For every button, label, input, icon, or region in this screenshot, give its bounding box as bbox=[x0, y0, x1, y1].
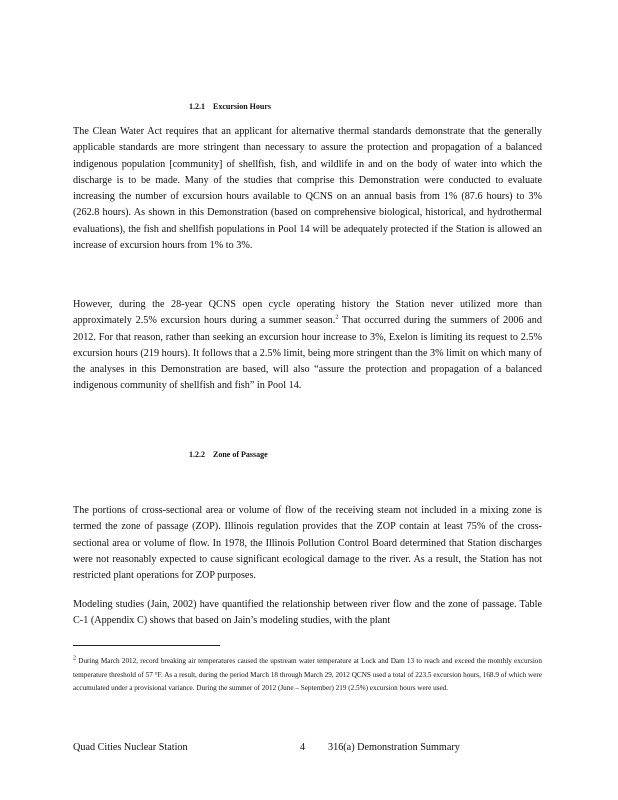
footer-left: Quad Cities Nuclear Station bbox=[73, 742, 188, 753]
section-heading-zone-of-passage bbox=[181, 441, 268, 468]
footnote-reference: 2 bbox=[335, 314, 339, 321]
section-heading-excursion-hours bbox=[181, 93, 271, 120]
body-paragraph: Modeling studies (Jain, 2002) have quantified the relationship between river flow and the zone of passage. Table C-1 (Appendix C) shows that based on Jain’s modeling studies, with the plant bbox=[73, 599, 542, 627]
footer-page-number: 4 bbox=[300, 742, 306, 753]
section-number: 1.2.1 bbox=[189, 102, 205, 111]
footnote bbox=[73, 655, 542, 696]
section-number: 1.2.2 bbox=[189, 450, 205, 459]
footnote-mark: 2 bbox=[73, 655, 76, 662]
body-paragraph: However, during the 28-year QCNS open cycle operating history the Station never utilized more than approximately 2.5% excursion hours during a summer season.$^2$ That occurred during the summers of 2006 and 2012. For that reason, rather than seeking an excursion hour increase to 3%, Exelon is limiting its request to 2.5% excursion hours (219 hours). It follows that a 2.5% limit, being more stringent than the 3% limit on which many of the analyses in this Demonstration are based, will also “assure the protection and propagation of a balanced indigenous community of shellfish and fish” in Pool 14. bbox=[73, 299, 542, 392]
section-title: Zone of Passage bbox=[213, 450, 268, 459]
body-paragraph: The portions of cross-sectional area or volume of flow of the receiving steam not included in a mixing zone is termed the zone of passage (ZOP). Illinois regulation provides that the ZOP contain at least 75% of the cross-sectional area or volume of flow. In 1978, the Illinois Pollution Control Board determined that Station discharges were not reasonably expected to cause significant ecological damage to the river. As a result, the Station has not restricted plant operations for ZOP purposes. bbox=[73, 505, 542, 582]
footer-right: 316(a) Demonstration Summary bbox=[328, 742, 460, 753]
footnote-text: During March 2012, record breaking air temperatures caused the upstream water temperature at Lock and Dam 13 to reach and exceed the monthly excursion temperature threshold of 57 °F. As a result, during the period March 18 through March 29, 2012 QCNS used a total of 223.5 excursion hours, 168.9 of which were accumulated under a provisional variance. During the summer of 2012 (June – September) 219 (2.5%) excursion hours were used. bbox=[73, 657, 542, 693]
section-title: Excursion Hours bbox=[213, 102, 272, 111]
footnote-separator bbox=[73, 645, 220, 646]
body-paragraph: The Clean Water Act requires that an applicant for alternative thermal standards demonstrate that the generally applicable standards are more stringent than necessary to assure the protection and propagation of a balanced indigenous population [community] of shellfish, fish, and wildlife in and on the body of water into which the discharge is to be made. Many of the studies that comprise this Demonstration were conducted to evaluate increasing the number of excursion hours available to QCNS on an annual basis from 1% (87.6 hours) to 3% (262.8 hours). As shown in this Demonstration (based on comprehensive biological, historical, and hydrothermal evaluations), the fish and shellfish populations in Pool 14 will be adequately protected if the Station is allowed an increase of excursion hours from 1% to 3%. bbox=[73, 126, 542, 252]
